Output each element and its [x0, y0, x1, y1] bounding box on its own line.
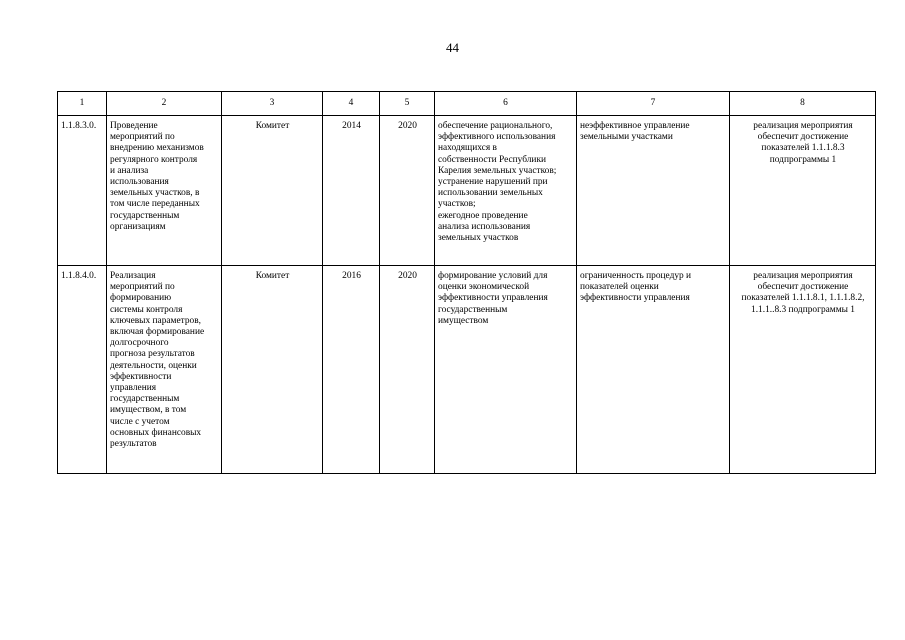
cell-text-line: земельными участками [580, 132, 673, 143]
cell-text-line: прогноза результатов [110, 349, 195, 360]
header-cell: 4 [323, 92, 380, 116]
cell-text-line: и анализа [110, 165, 149, 176]
cell-name [107, 266, 222, 474]
measures-table [57, 91, 876, 474]
cell-text-line: формированию [110, 293, 172, 304]
cell-text-line: эффективности управления [438, 293, 548, 304]
cell-text-line: мероприятий по [110, 132, 175, 143]
cell-executor: Комитет [222, 116, 323, 266]
cell-text-line: обеспечит достижение [757, 282, 849, 293]
page-number: 44 [446, 40, 459, 55]
cell-text-line: показателей оценки [580, 282, 659, 293]
cell-text-line: внедрению механизмов [110, 143, 204, 154]
cell-text-line: обеспечение рационального, [438, 121, 553, 131]
cell-text-line: земельных участков, в [110, 188, 200, 199]
cell-text-line: организациям [110, 221, 166, 232]
cell-text-line: земельных участков [438, 233, 519, 244]
cell-text-line: имуществом, в том [110, 405, 187, 416]
cell-text-line: устранение нарушений при [438, 177, 548, 188]
cell-text-line: ограниченность процедур и [580, 271, 692, 281]
header-cell: 3 [222, 92, 323, 116]
cell-indicators [730, 116, 876, 266]
cell-result [435, 266, 577, 474]
cell-text-line: показателей 1.1.1.8.3 [761, 143, 845, 154]
cell-text-line: эффективного использования [438, 132, 556, 143]
cell-text-line: долгосрочного [110, 338, 169, 349]
cell-text-line: государственным [110, 210, 180, 221]
cell-consequences [577, 266, 730, 474]
cell-start-year: 2016 [323, 266, 380, 474]
cell-text-line: показателей 1.1.1.8.1, 1.1.1.8.2, [741, 293, 865, 304]
header-cell: 1 [58, 92, 107, 116]
cell-consequences [577, 116, 730, 266]
header-cell: 8 [730, 92, 876, 116]
cell-text-line: эффективности управления [580, 293, 690, 304]
table-row [58, 116, 876, 266]
table-row [58, 266, 876, 474]
cell-text-line: том числе переданных [110, 199, 200, 210]
header-cell: 6 [435, 92, 577, 116]
cell-text-line: участков; [438, 199, 476, 210]
cell-text-line: Реализация [110, 271, 156, 281]
cell-text-line: регулярного контроля [110, 154, 198, 165]
cell-text-line: использовании земельных [438, 188, 543, 199]
cell-text-line: находящихся в [438, 143, 497, 154]
cell-text-line: имуществом [438, 315, 489, 326]
cell-num: 1.1.8.4.0. [58, 266, 107, 474]
cell-end-year: 2020 [380, 266, 435, 474]
cell-text-line: оценки экономической [438, 282, 530, 293]
cell-executor: Комитет [222, 266, 323, 474]
header-row [58, 92, 876, 116]
cell-text-line: 1.1.1..8.3 подпрограммы 1 [751, 304, 855, 315]
cell-text-line: мероприятий по [110, 282, 175, 293]
cell-text-line: подпрограммы 1 [769, 154, 837, 165]
cell-text-line: реализация мероприятия [753, 121, 853, 131]
cell-text-line: управления [110, 383, 157, 394]
cell-text-line: реализация мероприятия [753, 271, 853, 281]
header-cell: 7 [577, 92, 730, 116]
cell-text-line: Карелия земельных участков; [438, 165, 557, 176]
cell-text-line: Проведение [110, 121, 158, 131]
cell-text-line: эффективности [110, 371, 172, 382]
cell-text-line: собственности Республики [438, 154, 547, 165]
cell-text-line: результатов [110, 439, 157, 450]
cell-text-line: формирование условий для [438, 271, 548, 281]
header-cell: 5 [380, 92, 435, 116]
cell-text-line: ключевых параметров, [110, 315, 201, 326]
cell-text-line: государственным [438, 304, 508, 315]
table-body [58, 116, 876, 474]
cell-text-line: государственным [110, 394, 180, 405]
cell-text-line: включая формирование [110, 327, 205, 338]
cell-num: 1.1.8.3.0. [58, 116, 107, 266]
cell-text-line: системы контроля [110, 304, 183, 315]
header-cell: 2 [107, 92, 222, 116]
cell-text-line: анализа использования [438, 221, 531, 232]
cell-text-line: числе с учетом [110, 416, 170, 427]
cell-text-line: использования [110, 177, 169, 188]
cell-result [435, 116, 577, 266]
cell-indicators [730, 266, 876, 474]
cell-name [107, 116, 222, 266]
cell-start-year: 2014 [323, 116, 380, 266]
cell-text-line: неэффективное управление [580, 121, 690, 131]
cell-text-line: деятельности, оценки [110, 360, 197, 371]
cell-text-line: ежегодное проведение [438, 210, 528, 221]
cell-end-year: 2020 [380, 116, 435, 266]
cell-text-line: обеспечит достижение [757, 132, 849, 143]
cell-text-line: основных финансовых [110, 427, 202, 438]
